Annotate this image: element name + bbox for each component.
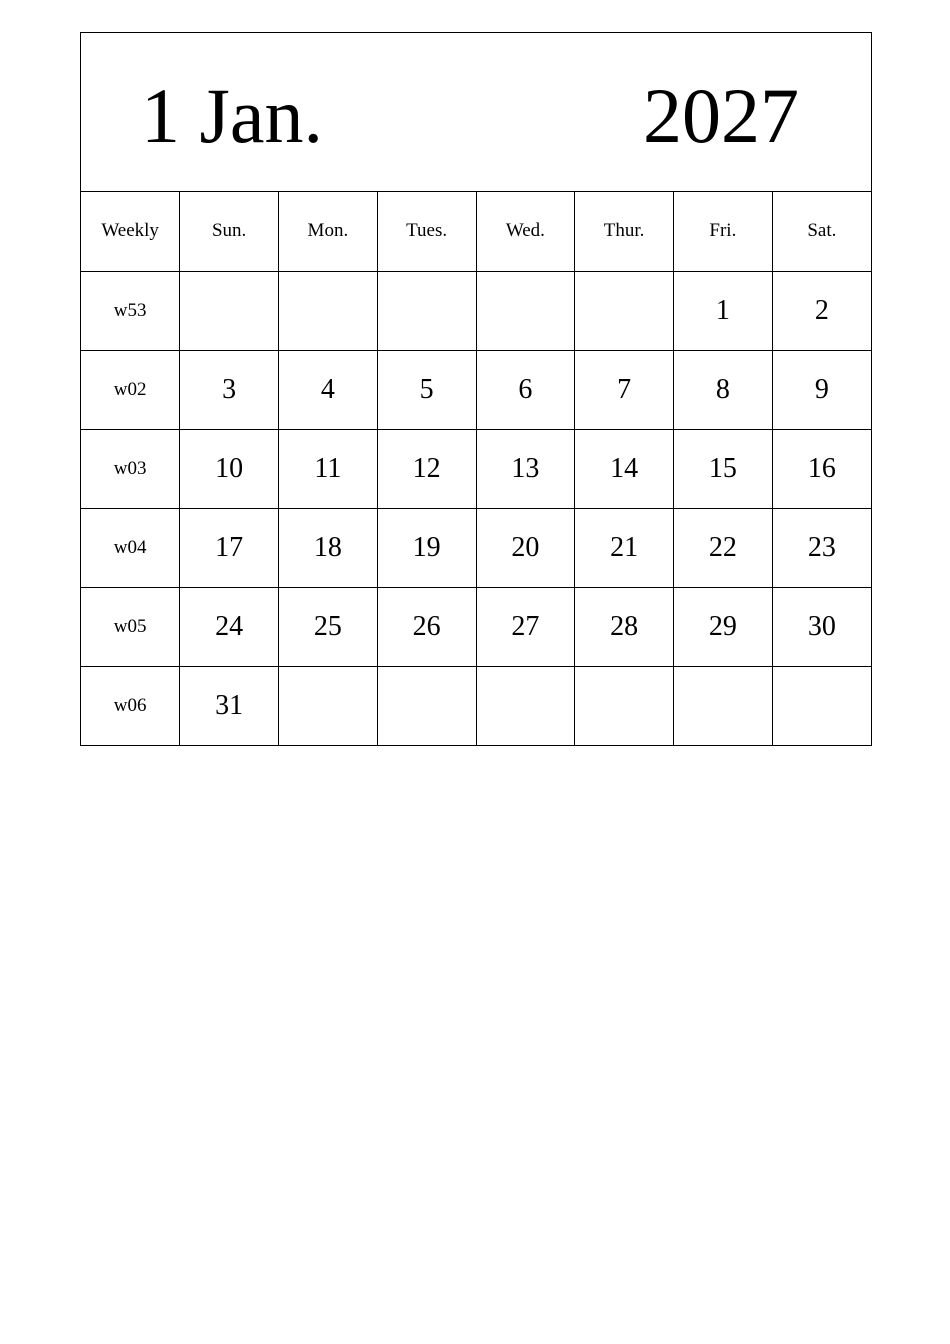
calendar (80, 32, 872, 746)
weekday-header-wed: Wed. (476, 192, 575, 271)
week-number: w04 (81, 508, 180, 587)
day-cell: 30 (772, 587, 871, 666)
day-cell (772, 666, 871, 745)
week-row (81, 587, 871, 666)
day-cell (279, 666, 378, 745)
day-cell: 3 (180, 350, 279, 429)
week-row (81, 350, 871, 429)
day-cell: 25 (279, 587, 378, 666)
day-cell: 13 (476, 429, 575, 508)
year-title: 2027 (643, 72, 799, 159)
day-cell: 28 (575, 587, 674, 666)
calendar-grid (81, 192, 871, 745)
day-cell: 5 (377, 350, 476, 429)
week-number: w02 (81, 350, 180, 429)
day-cell: 16 (772, 429, 871, 508)
weekday-header-thu: Thur. (575, 192, 674, 271)
day-cell (674, 666, 773, 745)
day-cell: 17 (180, 508, 279, 587)
day-cell: 19 (377, 508, 476, 587)
day-cell (476, 271, 575, 350)
day-cell (377, 271, 476, 350)
day-cell (575, 271, 674, 350)
weekday-header-sun: Sun. (180, 192, 279, 271)
day-cell: 11 (279, 429, 378, 508)
week-row (81, 508, 871, 587)
weekday-header-mon: Mon. (279, 192, 378, 271)
day-cell: 15 (674, 429, 773, 508)
week-row (81, 271, 871, 350)
day-cell (377, 666, 476, 745)
day-cell (476, 666, 575, 745)
calendar-header (81, 33, 871, 192)
week-number: w53 (81, 271, 180, 350)
weekday-header-tue: Tues. (377, 192, 476, 271)
day-cell: 29 (674, 587, 773, 666)
day-cell: 27 (476, 587, 575, 666)
day-cell: 21 (575, 508, 674, 587)
day-cell: 1 (674, 271, 773, 350)
week-number: w03 (81, 429, 180, 508)
day-cell: 8 (674, 350, 773, 429)
day-cell: 26 (377, 587, 476, 666)
week-row (81, 429, 871, 508)
month-title: 1 Jan. (141, 72, 323, 159)
weekday-header-sat: Sat. (772, 192, 871, 271)
day-cell: 6 (476, 350, 575, 429)
day-cell: 18 (279, 508, 378, 587)
weekday-header-row (81, 192, 871, 271)
day-cell: 14 (575, 429, 674, 508)
day-cell (575, 666, 674, 745)
day-cell (279, 271, 378, 350)
day-cell: 2 (772, 271, 871, 350)
weekly-column-header: Weekly (81, 192, 180, 271)
day-cell: 12 (377, 429, 476, 508)
day-cell: 31 (180, 666, 279, 745)
week-row (81, 666, 871, 745)
day-cell: 9 (772, 350, 871, 429)
day-cell: 10 (180, 429, 279, 508)
day-cell: 24 (180, 587, 279, 666)
day-cell (180, 271, 279, 350)
day-cell: 20 (476, 508, 575, 587)
week-number: w06 (81, 666, 180, 745)
day-cell: 7 (575, 350, 674, 429)
week-number: w05 (81, 587, 180, 666)
day-cell: 4 (279, 350, 378, 429)
day-cell: 23 (772, 508, 871, 587)
day-cell: 22 (674, 508, 773, 587)
weekday-header-fri: Fri. (674, 192, 773, 271)
